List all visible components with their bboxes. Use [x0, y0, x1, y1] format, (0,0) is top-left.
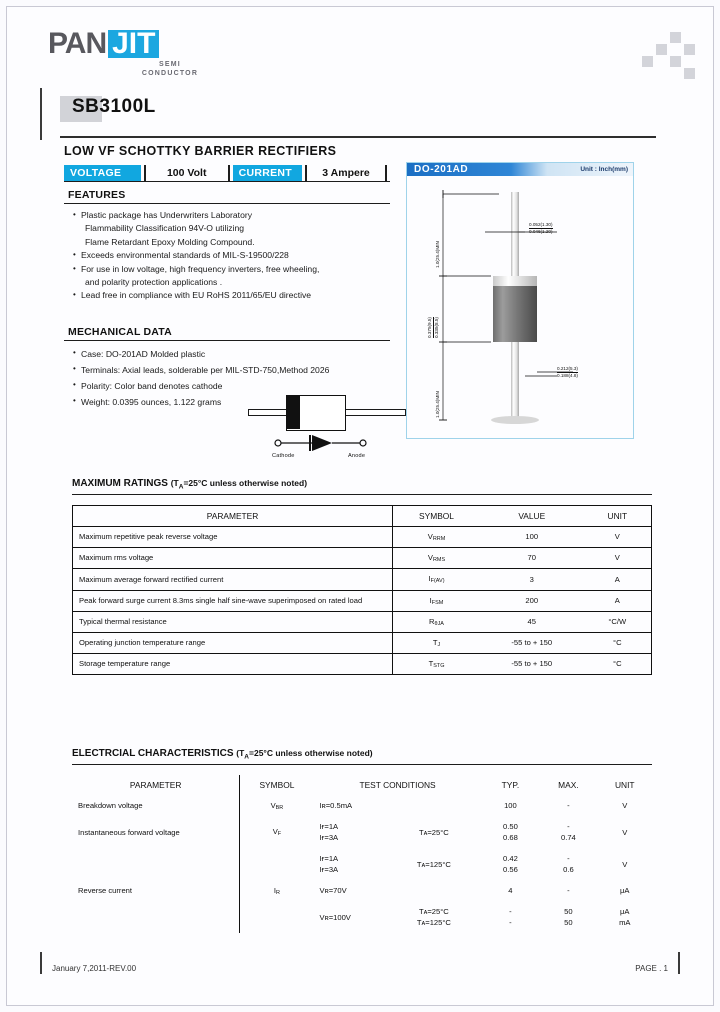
- elec-char-title-note: ($T_A=25^\circ C$ unless otherwise noted): [236, 748, 373, 761]
- diode-lead-left: [248, 409, 290, 416]
- footer-left-rule: [40, 952, 42, 974]
- cell-symbol: $V_F$: [240, 816, 314, 848]
- package-drawing-panel: [406, 162, 634, 439]
- list-item-continuation: and polarity protection applications .: [85, 277, 223, 288]
- cell-max: - 0.6: [563, 854, 574, 874]
- logo-subtitle: [110, 60, 230, 78]
- cell-symbol: $I_{FSM}$: [393, 590, 480, 611]
- table-row: [72, 848, 652, 880]
- bar-separator-3: [305, 165, 307, 181]
- list-item: • Weight: 0.0395 ounces, 1.122 grams: [72, 394, 392, 410]
- cell-parameter: [72, 848, 240, 880]
- cell-condition-secondary: [386, 795, 481, 816]
- list-item: • For use in low voltage, high frequency inverters, free wheeling,: [72, 263, 392, 276]
- logo-subtitle-line1: SEMI: [159, 61, 181, 68]
- cell-condition-secondary: Tᴀ=25°C Tᴀ=125°C: [416, 907, 451, 927]
- cell-unit: V: [584, 547, 652, 568]
- cell-unit: V: [622, 801, 628, 810]
- cell-unit: A: [584, 568, 652, 590]
- cell-parameter: [72, 901, 240, 933]
- dim-lead-diameter-max: 0.052(1.30): [529, 222, 553, 227]
- column-header: MAX.: [558, 780, 579, 790]
- column-header: UNIT: [584, 506, 652, 527]
- cell-max: -: [567, 801, 570, 810]
- package-name: DO-201AD: [414, 164, 469, 175]
- header-left-rule: [40, 88, 42, 140]
- column-header: PARAMETER: [129, 780, 182, 790]
- cell-value: -55 to + 150: [480, 632, 584, 653]
- cell-symbol: $T_{STG}$: [393, 653, 480, 674]
- cell-condition-secondary: [386, 880, 481, 901]
- elec-char-rule: [72, 764, 652, 765]
- mechanical-heading: MECHANICAL DATA: [68, 326, 172, 338]
- cell-unit: V: [622, 859, 628, 869]
- diode-cathode-band: [286, 395, 300, 429]
- cathode-label: Cathode: [272, 453, 295, 459]
- table-row: [72, 816, 652, 848]
- cell-condition-primary: Vʀ=100V: [319, 912, 351, 922]
- cell-max: -: [567, 886, 570, 895]
- cell-unit: °C: [613, 659, 622, 669]
- elec-char-title-main: ELECTRCIAL CHARACTERISTICS: [72, 748, 234, 759]
- elec-char-table: [72, 775, 652, 933]
- list-item-continuation: Flammability Classification 94V-O utilizing: [85, 223, 245, 234]
- cell-unit: °C/W: [584, 611, 652, 632]
- table-row: [73, 653, 652, 674]
- column-header: PARAMETER: [73, 506, 393, 527]
- bar-separator-4: [385, 165, 387, 181]
- column-header: SYMBOL: [393, 506, 480, 527]
- max-ratings-title: [72, 478, 307, 491]
- cell-value: 70: [480, 547, 584, 568]
- cell-condition-secondary: Tᴀ=25°C: [418, 827, 449, 837]
- list-item: • Terminals: Axial leads, solderable per MIL-STD-750,Method 2026: [72, 362, 392, 378]
- cell-value: 100: [480, 527, 584, 548]
- diode-lead-right: [342, 409, 406, 416]
- dim-lead-length: 1.0(25.4)MIN: [435, 391, 440, 418]
- cell-condition-primary: Iʀ=0.5mA: [319, 801, 353, 810]
- column-header: UNIT: [615, 780, 635, 790]
- cell-unit: °C: [584, 632, 652, 653]
- list-item: • Polarity: Color band denotes cathode: [72, 378, 392, 394]
- dim-lead-diameter-min: 0.046(1.20): [529, 228, 553, 234]
- cell-value: 3: [480, 568, 584, 590]
- column-header: TEST CONDITIONS: [359, 780, 436, 790]
- table-row: [73, 547, 652, 568]
- cell-parameter: Storage temperature range: [79, 659, 171, 669]
- cell-unit: μA mA: [619, 907, 631, 927]
- features-list: [72, 209, 392, 303]
- dim-body-length-min: 0.335(8.5): [433, 317, 439, 338]
- cell-parameter: Maximum rms voltage: [73, 547, 393, 568]
- cell-typ: 0.42 0.56: [503, 854, 518, 874]
- list-item: • Exceeds environmental standards of MIL-S-19500/228: [72, 249, 392, 262]
- cell-symbol: $I_R$: [240, 880, 314, 901]
- cell-value: 200: [480, 590, 584, 611]
- bar-separator-2: [228, 165, 230, 181]
- voltage-current-bar: [64, 165, 390, 182]
- cell-unit: A: [584, 590, 652, 611]
- max-ratings-title-note: ($T_A=25^\circ C$ unless otherwise noted): [170, 478, 308, 491]
- cell-condition-primary: Vʀ=70V: [319, 886, 347, 895]
- cell-typ: 4: [508, 886, 513, 895]
- table-header-row: [72, 775, 652, 795]
- list-item: • Lead free in compliance with EU RoHS 2011/65/EU directive: [72, 289, 392, 302]
- cell-typ: - -: [509, 907, 512, 927]
- list-item: • Plastic package has Underwriters Laboratory: [72, 209, 392, 222]
- table-row: [72, 795, 652, 816]
- anode-label: Anode: [348, 453, 366, 459]
- features-rule: [64, 203, 390, 204]
- cell-symbol: [240, 901, 314, 933]
- cell-value: 45: [480, 611, 584, 632]
- current-value: 3 Ampere: [322, 167, 370, 179]
- dim-body-diameter-max: 0.212(5.3): [557, 366, 578, 371]
- cell-symbol: $T_J$: [393, 632, 480, 653]
- cell-unit: V: [622, 827, 628, 837]
- dim-body-length: [427, 317, 439, 338]
- column-header: TYP.: [501, 780, 520, 790]
- cell-symbol: $R_{\theta JA}$: [393, 611, 480, 632]
- cell-condition-primary: Iғ=1A Iғ=3A: [319, 822, 339, 842]
- header-divider: [60, 136, 656, 138]
- cell-condition-primary: Iғ=1A Iғ=3A: [319, 854, 339, 874]
- cell-parameter: Instantaneous forward voltage: [78, 827, 180, 837]
- dim-lead-diameter: [529, 222, 553, 234]
- table-row: [73, 632, 652, 653]
- bar-separator-1: [144, 165, 146, 181]
- cell-parameter: Reverse current: [78, 886, 133, 895]
- table-row: [73, 527, 652, 548]
- cell-max: 50 50: [564, 907, 573, 927]
- cell-unit: μA: [620, 886, 630, 895]
- cell-parameter: Typical thermal resistance: [73, 611, 393, 632]
- max-ratings-title-main: MAXIMUM RATINGS: [72, 478, 168, 489]
- cell-max: - 0.74: [561, 822, 576, 842]
- package-artwork: [407, 176, 633, 438]
- voltage-value: 100 Volt: [166, 167, 207, 179]
- cell-symbol: $V_{RMS}$: [393, 547, 480, 568]
- cell-unit: V: [584, 527, 652, 548]
- package-outline-svg: [407, 176, 633, 438]
- table-row: [73, 611, 652, 632]
- footer-page: PAGE . 1: [635, 964, 668, 973]
- elec-char-title: [72, 748, 373, 761]
- max-ratings-rule: [72, 494, 652, 495]
- logo-subtitle-line2: CONDUCTOR: [141, 70, 199, 77]
- decorative-squares: [642, 32, 702, 76]
- list-item-continuation: Flame Retardant Epoxy Molding Compound.: [85, 236, 255, 247]
- cell-typ: 0.50 0.68: [503, 822, 518, 842]
- table-row: [73, 568, 652, 590]
- diode-schematic-symbol: [272, 432, 370, 452]
- column-header: SYMBOL: [240, 775, 314, 795]
- footer-right-rule: [678, 952, 680, 974]
- product-title: LOW VF SCHOTTKY BARRIER RECTIFIERS: [64, 144, 337, 158]
- part-number: SB3100L: [72, 96, 156, 117]
- cell-parameter: Maximum average forward rectified current: [73, 568, 393, 590]
- company-logo: [48, 27, 238, 82]
- dim-total-length: 1.0(25.4)MIN: [435, 241, 440, 268]
- cell-symbol: [240, 848, 314, 880]
- cell-parameter: Breakdown voltage: [78, 801, 143, 810]
- voltage-label: VOLTAGE: [64, 165, 141, 181]
- dim-body-length-max: 0.375(9.5): [427, 317, 432, 338]
- cell-typ: 100: [504, 801, 517, 810]
- table-row: [73, 590, 652, 611]
- diode-symbol-svg: [272, 432, 370, 454]
- cell-symbol: $V_{BR}$: [240, 795, 314, 816]
- current-label: CURRENT: [233, 165, 302, 181]
- package-unit-note: Unit : Inch(mm): [580, 166, 628, 173]
- cell-condition-secondary: Tᴀ=125°C: [416, 859, 451, 869]
- mechanical-rule: [64, 340, 390, 341]
- cell-symbol: $V_{RRM}$: [393, 527, 480, 548]
- max-ratings-table: [72, 505, 652, 675]
- logo-pan-text: PAN: [48, 27, 107, 60]
- package-header: [407, 163, 633, 176]
- cell-symbol: $I_{F(AV)}$: [393, 568, 480, 590]
- footer-date: January 7,2011-REV.00: [52, 964, 137, 973]
- column-header: VALUE: [480, 506, 584, 527]
- table-row: [72, 880, 652, 901]
- cell-value: -55 to + 150: [511, 659, 553, 669]
- cell-parameter: Peak forward surge current 8.3ms single half sine-wave superimposed on rated load: [73, 590, 393, 611]
- cell-parameter: Operating junction temperature range: [73, 632, 393, 653]
- cell-parameter: Maximum repetitive peak reverse voltage: [73, 527, 393, 548]
- table-header-row: [73, 506, 652, 527]
- features-heading: FEATURES: [68, 189, 126, 201]
- table-row: [72, 901, 652, 933]
- dim-body-diameter-min: 0.188(4.8): [557, 372, 578, 378]
- dim-body-diameter: [557, 366, 578, 378]
- logo-jit-text: JIT: [108, 30, 159, 58]
- list-item: • Case: DO-201AD Molded plastic: [72, 346, 392, 362]
